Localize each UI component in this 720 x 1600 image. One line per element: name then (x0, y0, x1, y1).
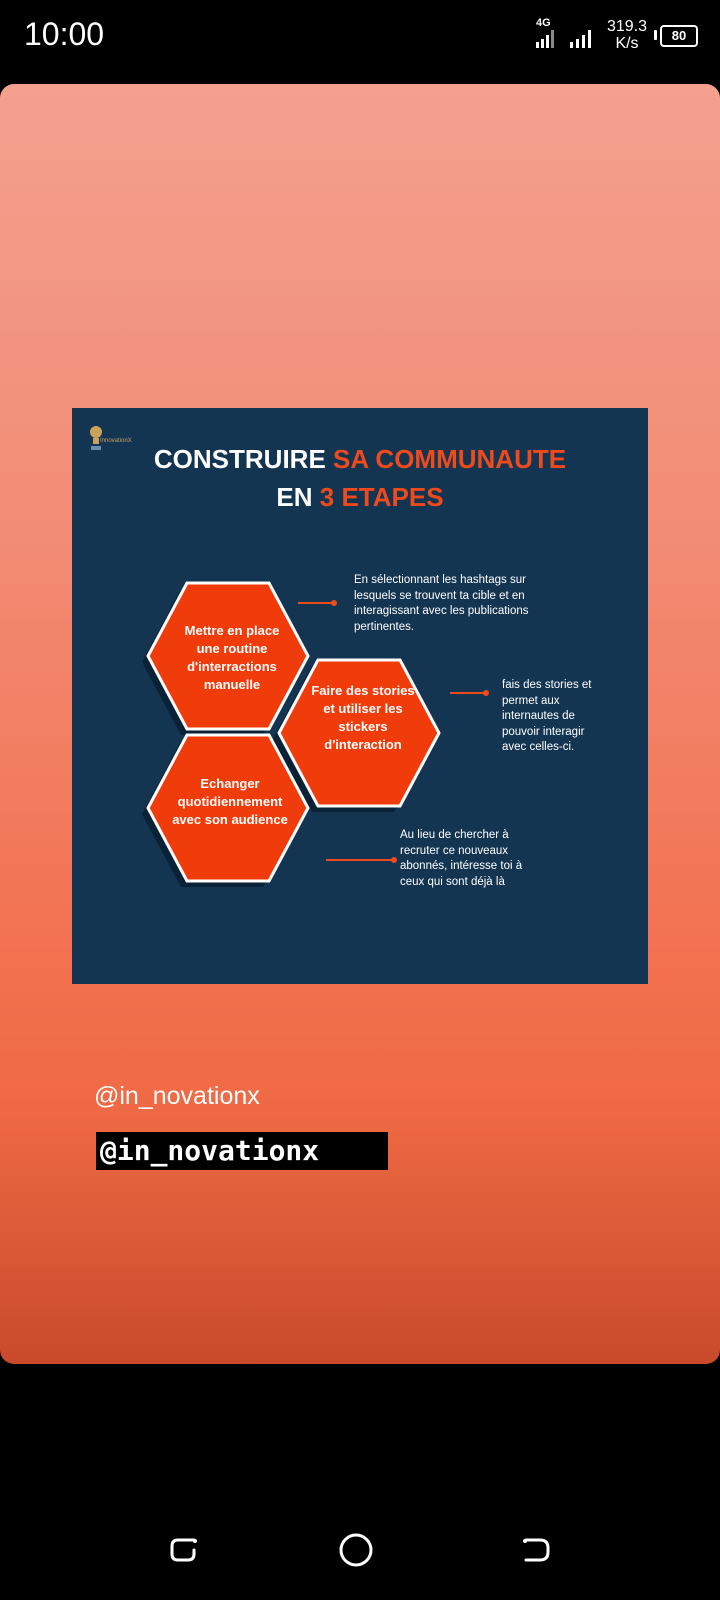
mention-sticker[interactable]: @in_novationx (96, 1132, 388, 1170)
home-icon[interactable] (336, 1530, 376, 1570)
network-speed (604, 18, 650, 52)
title-accent: SA COMMUNAUTE (333, 444, 567, 474)
clock: 10:00 (24, 16, 105, 52)
navigation-bar (0, 1480, 720, 1600)
story-card[interactable] (0, 84, 720, 1364)
note-1: En sélectionnant les hashtags sur lesquels se trouvent ta cible et en interagissant avec les publications pertinentes. (354, 574, 529, 633)
battery-icon: 80 (660, 25, 698, 47)
status-bar (0, 0, 720, 82)
battery-tip (654, 30, 657, 40)
note-2: fais des stories et permet aux internautes de pouvoir interagir avec celles-ci. (502, 679, 592, 753)
signal-sim2-icon (570, 30, 598, 48)
signal-sim1-icon (536, 30, 564, 48)
mention-text[interactable]: @in_novationx (94, 1082, 260, 1110)
speed-value: 319.3 (606, 18, 648, 35)
hexagon-2-label: Faire des stories et utiliser les stickers d'interaction (311, 683, 415, 752)
title-white: CONSTRUIRE (153, 444, 326, 474)
logo-text: InnovationX (100, 438, 132, 444)
recents-icon[interactable] (164, 1530, 204, 1570)
back-icon[interactable] (516, 1530, 556, 1570)
note-3: Au lieu de chercher à recruter ce nouveaux abonnés, intéresse toi à ceux qui sont déjà là (400, 829, 523, 888)
speed-unit: K/s (615, 35, 639, 52)
network-type-label: 4G (536, 17, 551, 29)
hexagon-1-label: Mettre en place une routine d'interractions manuelle (184, 623, 280, 692)
post-image (72, 408, 648, 984)
hexagon-3-label: Echanger quotidiennement avec son audience (172, 776, 288, 827)
title2-accent: 3 ETAPES (319, 482, 444, 512)
title2-white: EN (276, 482, 313, 512)
